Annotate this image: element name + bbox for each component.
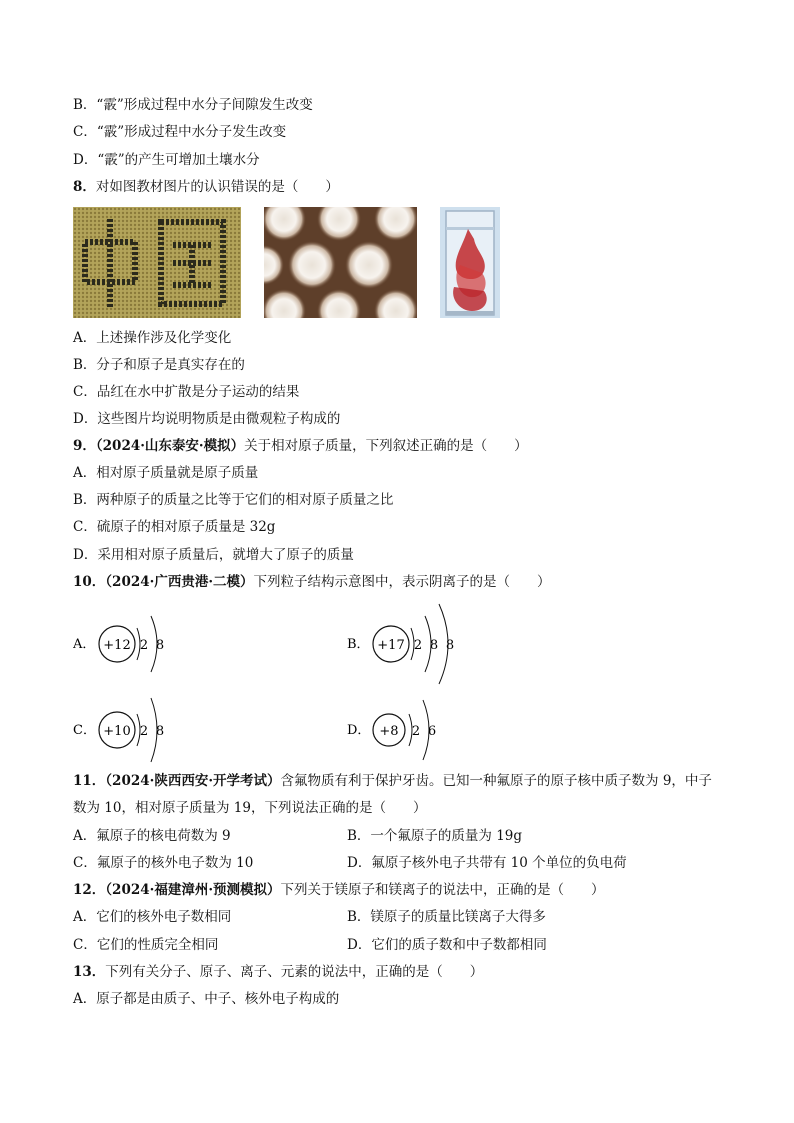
atom-c-shell-2: 8 bbox=[155, 724, 165, 739]
q9-stem bbox=[73, 436, 528, 456]
atom-d-shell-1: 2 bbox=[411, 724, 421, 739]
atom-d-nucleus: +8 bbox=[379, 724, 399, 739]
q12-stem bbox=[73, 880, 605, 900]
q9-number: 9． bbox=[73, 438, 96, 454]
q12-text: 下列关于镁原子和镁离子的说法中，正确的是（ ） bbox=[280, 882, 605, 898]
atom-a-shell-2: 8 bbox=[155, 638, 165, 653]
q11-option-b: B．一个氟原子的质量为 19g bbox=[347, 828, 523, 844]
atom-b-label: B． bbox=[347, 637, 370, 652]
q9-source: （2024·山东泰安·模拟） bbox=[95, 438, 245, 454]
atom-diagram-d bbox=[347, 686, 487, 780]
atom-mosaic-image-icon bbox=[73, 207, 241, 318]
atom-diagram-a bbox=[73, 600, 213, 694]
q11-text: 含氟物质有利于保护牙齿。已知一种氟原子的原子核中质子数为 9，中子 bbox=[280, 773, 712, 789]
atom-d-label: D． bbox=[347, 723, 371, 738]
q7-option-b: B．“霰”形成过程中水分子间隙发生改变 bbox=[73, 97, 313, 113]
atom-a-label: A． bbox=[73, 637, 96, 652]
atom-c-nucleus: +10 bbox=[103, 724, 131, 739]
q11-option-a: A．氟原子的核电荷数为 9 bbox=[73, 828, 231, 844]
atom-diagram-c-svg bbox=[73, 686, 213, 776]
q10-stem bbox=[73, 572, 551, 592]
q8-number: 8． bbox=[73, 179, 96, 195]
q13-option-a: A．原子都是由质子、中子、核外电子构成的 bbox=[73, 991, 340, 1007]
q8-option-b: B．分子和原子是真实存在的 bbox=[73, 357, 245, 373]
q9-text: 关于相对原子质量，下列叙述正确的是（ ） bbox=[244, 438, 528, 454]
atom-diagram-d-svg bbox=[347, 686, 487, 776]
q9-option-a: A．相对原子质量就是原子质量 bbox=[73, 465, 259, 481]
atom-a-shell-1: 2 bbox=[139, 638, 149, 653]
q11-option-d: D．氟原子核外电子共带有 10 个单位的负电荷 bbox=[347, 855, 627, 871]
atom-diagram-a-svg bbox=[73, 600, 213, 690]
q13-stem bbox=[73, 962, 483, 982]
q7-option-c: C．“霰”形成过程中水分子发生改变 bbox=[73, 124, 287, 140]
atom-b-shell-1: 2 bbox=[413, 638, 423, 653]
q10-text: 下列粒子结构示意图中，表示阴离子的是（ ） bbox=[253, 574, 551, 590]
q12-source: （2024·福建漳州·预测模拟） bbox=[105, 882, 281, 898]
atom-b-shell-3: 8 bbox=[445, 638, 455, 653]
atom-d-shell-2: 6 bbox=[427, 724, 437, 739]
atom-diagram-b bbox=[347, 600, 487, 694]
atom-a-nucleus: +12 bbox=[103, 638, 131, 653]
q9-option-d: D．采用相对原子质量后，就增大了原子的质量 bbox=[73, 547, 354, 563]
q7-option-d: D．“霰”的产生可增加土壤水分 bbox=[73, 152, 260, 168]
q11-source: （2024·陕西西安·开学考试） bbox=[105, 773, 281, 789]
q12-option-a: A．它们的核外电子数相同 bbox=[73, 909, 232, 925]
atom-micrograph-image bbox=[264, 207, 417, 318]
q8-option-c: C．品红在水中扩散是分子运动的结果 bbox=[73, 384, 300, 400]
q9-option-c: C．硫原子的相对原子质量是 32g bbox=[73, 519, 276, 535]
q8-option-a: A．上述操作涉及化学变化 bbox=[73, 330, 232, 346]
q9-option-b: B．两种原子的质量之比等于它们的相对原子质量之比 bbox=[73, 492, 394, 508]
dye-diffusion-beaker-image bbox=[440, 207, 500, 318]
q13-number: 13． bbox=[73, 964, 106, 980]
q11-option-c: C．氟原子的核外电子数为 10 bbox=[73, 855, 254, 871]
atom-b-shell-2: 8 bbox=[429, 638, 439, 653]
dye-diffusion-beaker-image-icon bbox=[440, 207, 500, 318]
atom-mosaic-image bbox=[73, 207, 241, 318]
atom-c-shell-1: 2 bbox=[139, 724, 149, 739]
q10-number: 10． bbox=[73, 574, 106, 590]
atom-diagram-b-svg bbox=[347, 600, 487, 690]
q13-text: 下列有关分子、原子、离子、元素的说法中，正确的是（ ） bbox=[105, 964, 484, 980]
q11-number: 11． bbox=[73, 773, 106, 789]
q10-source: （2024·广西贵港·二模） bbox=[105, 574, 254, 590]
atom-c-label: C． bbox=[73, 723, 96, 738]
q8-option-d: D．这些图片均说明物质是由微观粒子构成的 bbox=[73, 411, 341, 427]
q12-option-c: C．它们的性质完全相同 bbox=[73, 937, 219, 953]
atom-b-nucleus: +17 bbox=[377, 638, 405, 653]
q12-option-d: D．它们的质子数和中子数都相同 bbox=[347, 937, 547, 953]
q12-option-b: B．镁原子的质量比镁离子大得多 bbox=[347, 909, 546, 925]
atom-diagram-c bbox=[73, 686, 213, 780]
atom-micrograph-image-icon bbox=[264, 207, 417, 318]
q11-stem-continued: 数为 10，相对原子质量为 19，下列说法正确的是（ ） bbox=[73, 800, 427, 816]
q8-stem bbox=[73, 177, 339, 197]
q8-text: 对如图教材图片的认识错误的是（ ） bbox=[95, 179, 339, 195]
q11-stem bbox=[73, 771, 712, 791]
q12-number: 12． bbox=[73, 882, 106, 898]
